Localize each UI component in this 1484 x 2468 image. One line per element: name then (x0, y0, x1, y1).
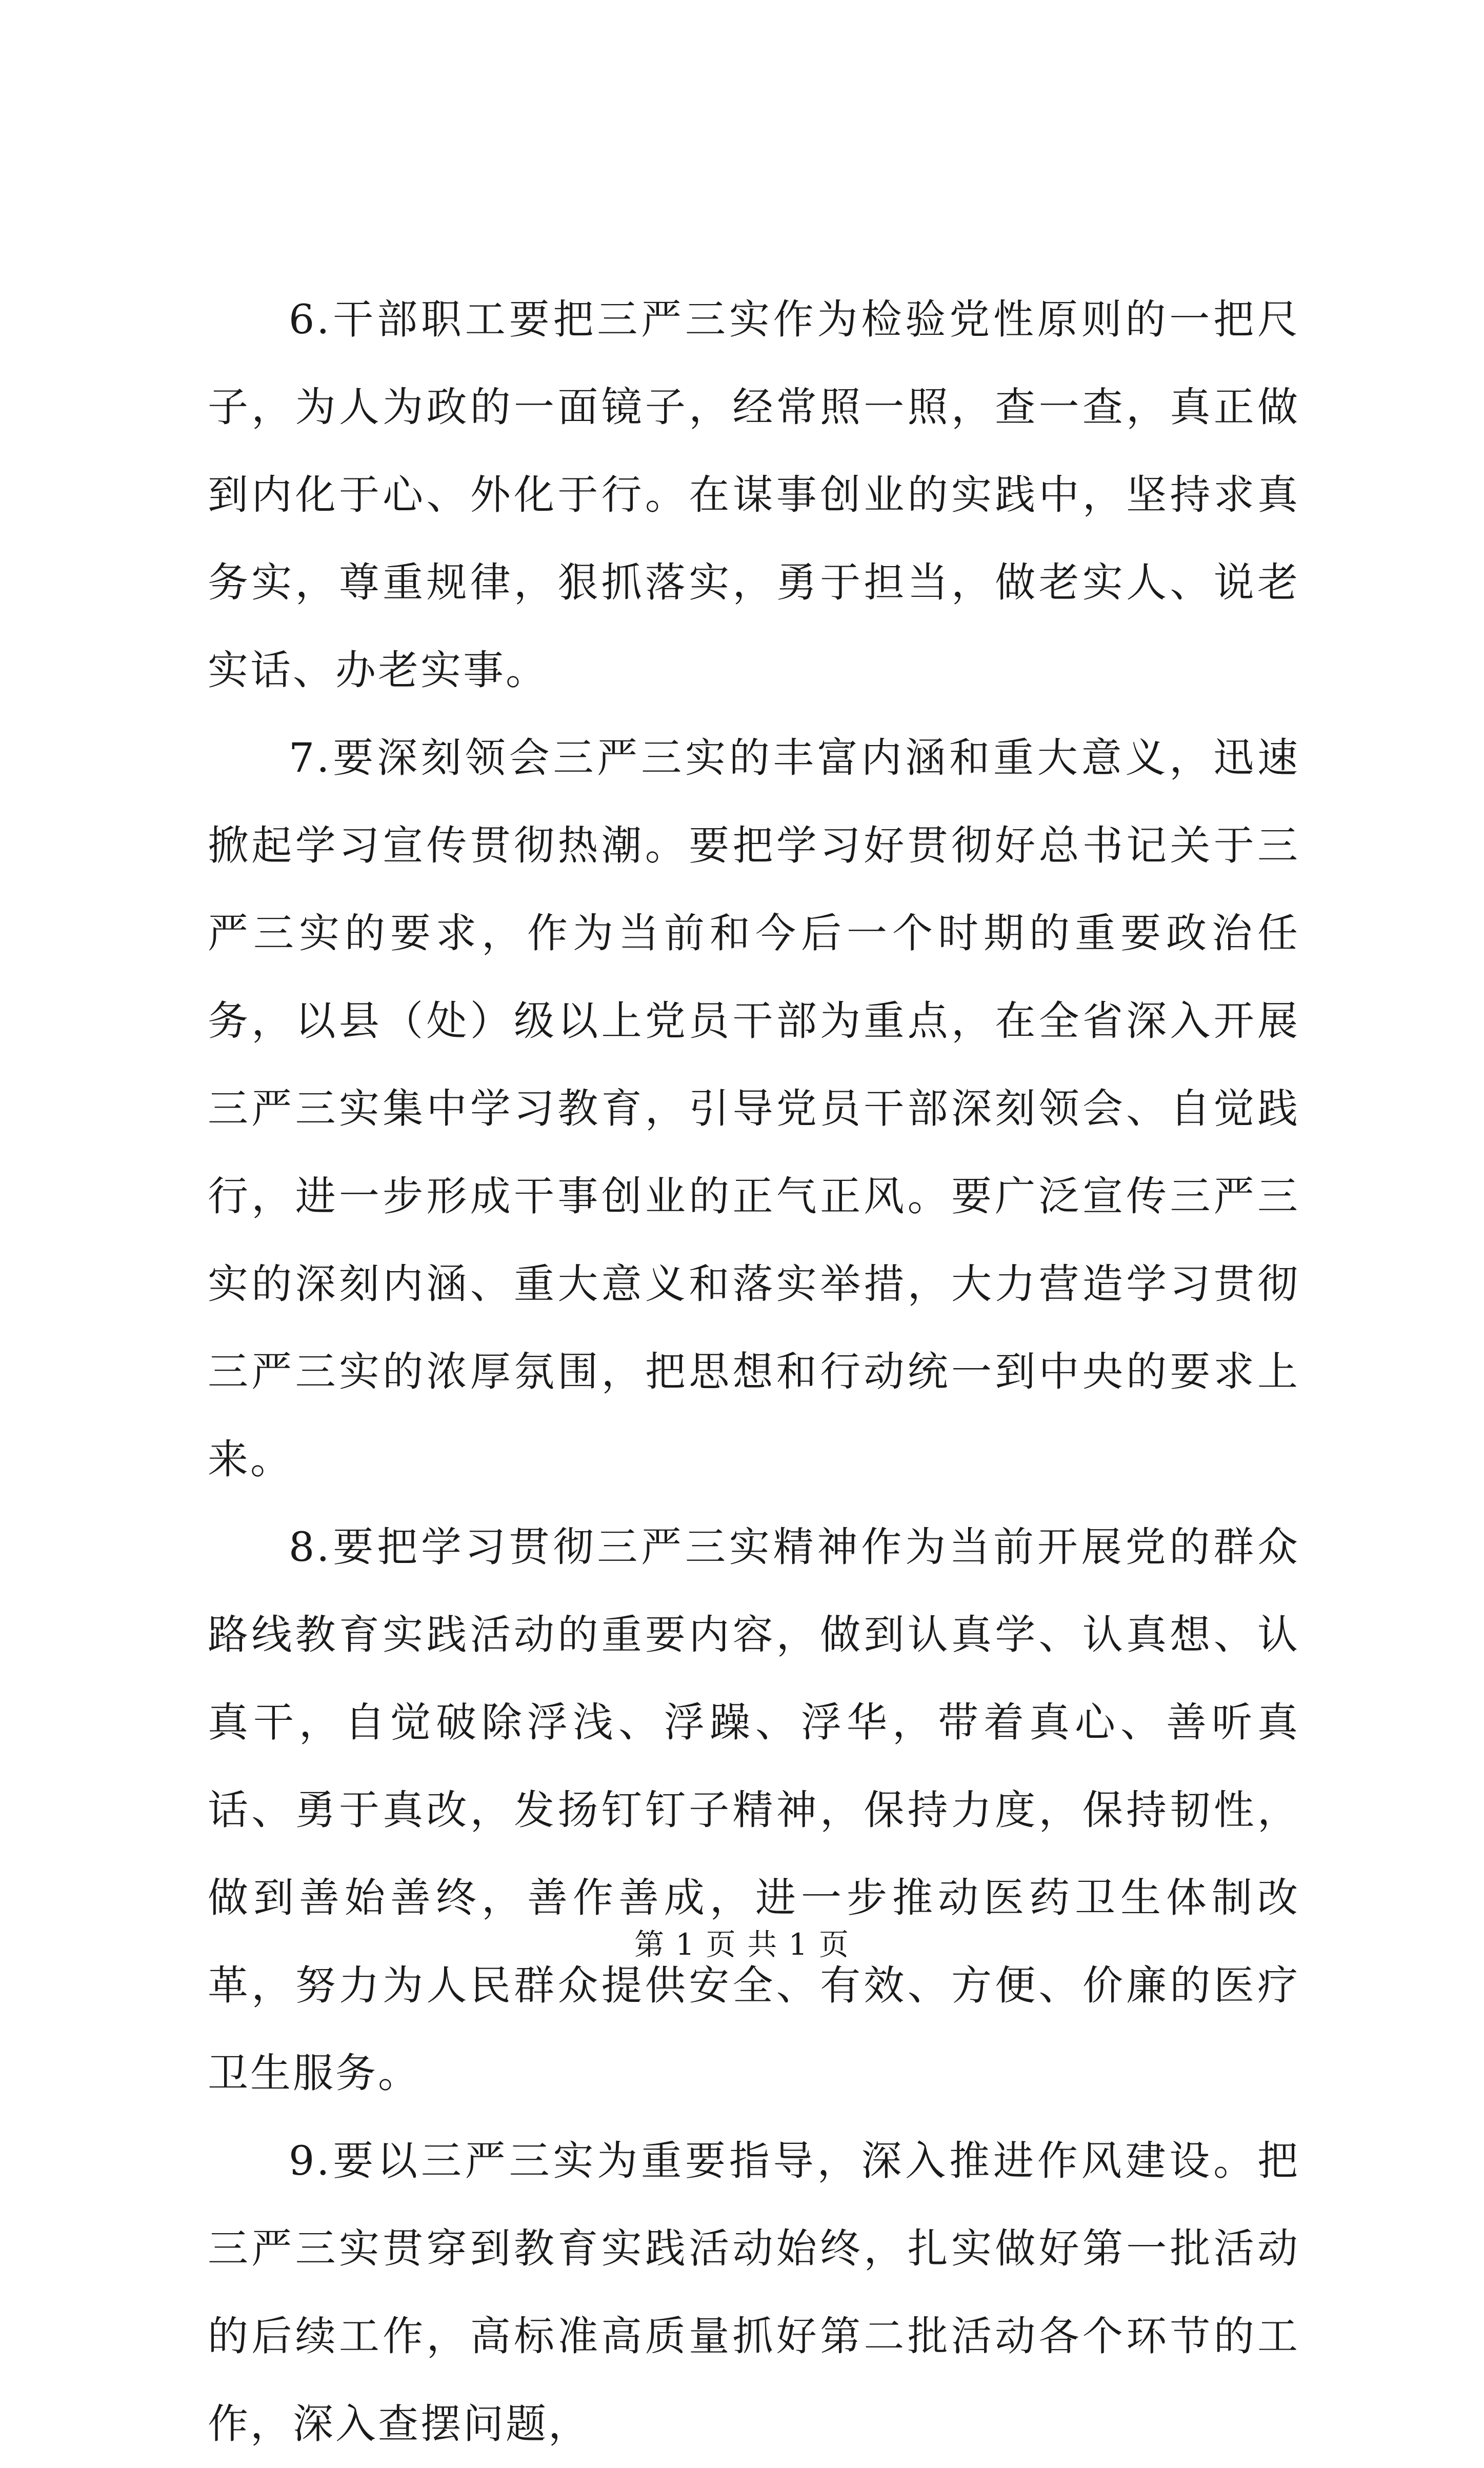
paragraph-7: 7.要深刻领会三严三实的丰富内涵和重大意义，迅速掀起学习宣传贯彻热潮。要把学习好贯彻好总书记关于三严三实的要求，作为当前和今后一个时期的重要政治任务，以县（处）级以上党员干部为重点，在全省深入开展三严三实集中学习教育，引导党员干部深刻领会、自觉践行，进一步形成干事创业的正气正风。要广泛宣传三严三实的深刻内涵、重大意义和落实举措，大力营造学习贯彻三严三实的浓厚氛围，把思想和行动统一到中央的要求上来。 (208, 734, 1300, 1483)
paragraph-8: 8.要把学习贯彻三严三实精神作为当前开展党的群众路线教育实践活动的重要内容，做到认真学、认真想、认真干，自觉破除浮浅、浮躁、浮华，带着真心、善听真话、勇于真改，发扬钉钉子精神，保持力度，保持韧性，做到善始善终，善作善成，进一步推动医药卫生体制改革，努力为人民群众提供安全、有效、方便、价廉的医疗卫生服务。 (208, 1523, 1300, 2097)
page-footer: 第 1 页 共 1 页 (634, 1927, 850, 1962)
paragraph-6: 6.干部职工要把三严三实作为检验党性原则的一把尺子，为人为政的一面镜子，经常照一照，查一查，真正做到内化于心、外化于行。在谋事创业的实践中，坚持求真务实，尊重规律，狠抓落实，勇于担当，做老实人、说老实话、办老实事。 (208, 296, 1300, 694)
document-body (208, 276, 1300, 2468)
paragraph-9: 9.要以三严三实为重要指导，深入推进作风建设。把三严三实贯穿到教育实践活动始终，扎实做好第一批活动的后续工作，高标准高质量抓好第二批活动各个环节的工作，深入查摆问题， (208, 2137, 1300, 2447)
